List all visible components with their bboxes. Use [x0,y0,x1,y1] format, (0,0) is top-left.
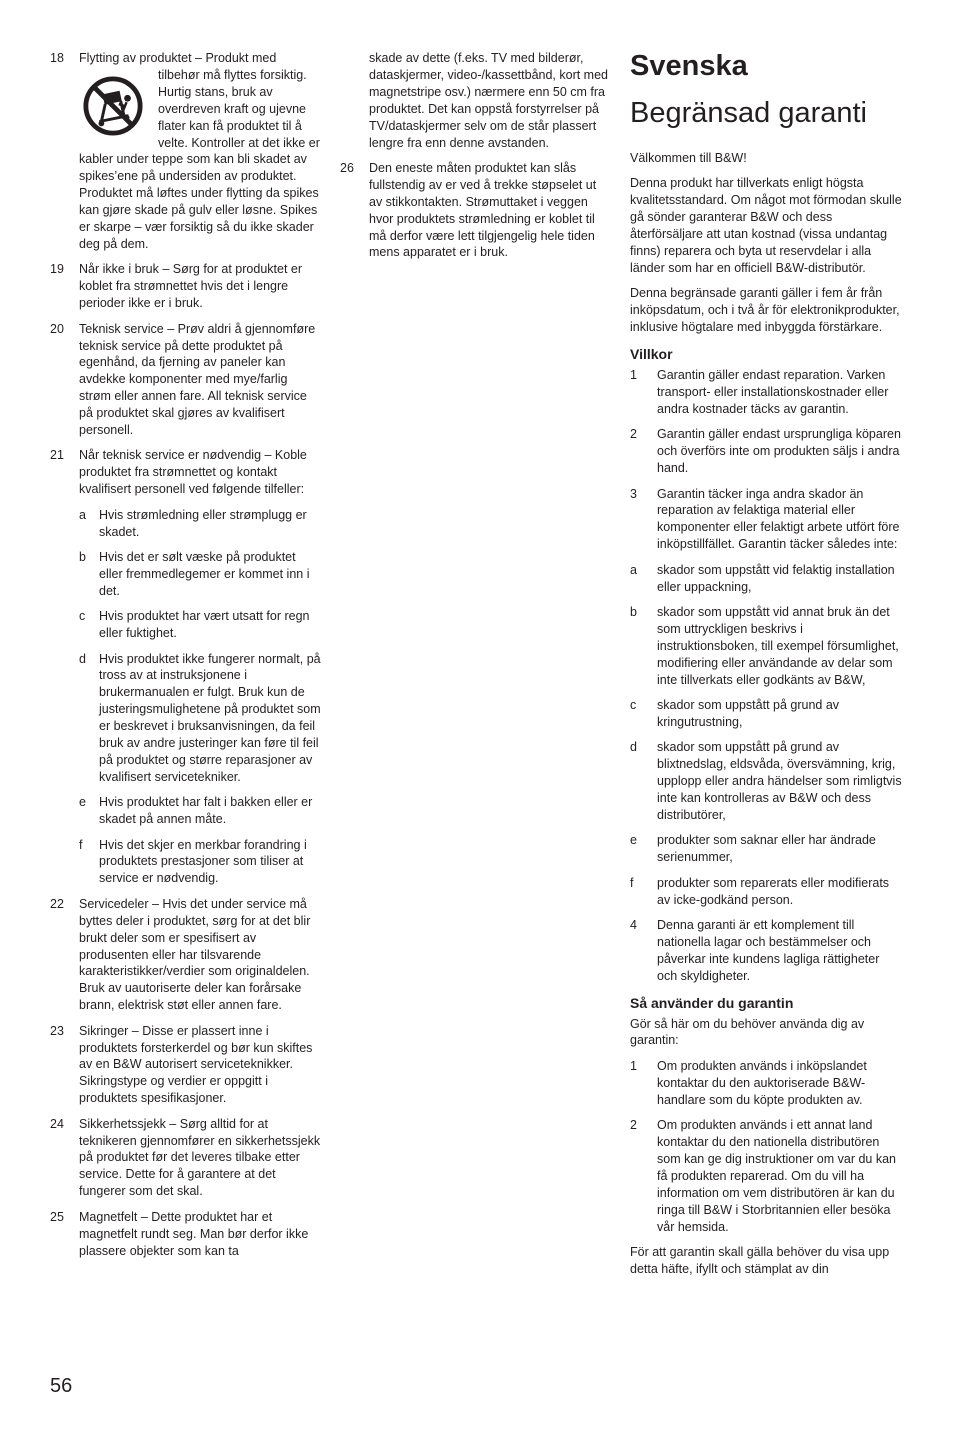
subitem-letter: d [630,740,637,755]
item-18-first-line: Flytting av produktet – Produkt med [79,51,277,65]
safety-item [50,261,322,312]
language-heading: Svenska [630,50,748,82]
closing-paragraph: För att garantin skall gälla behöver du visa upp detta häfte, ifyllt och stämplat av din [630,1244,890,1276]
item-text: Om produkten används i ett annat land kontaktar du den nationella distributören som kan ge dig instruktioner om var du kan få produkten reparerad. Om du vill ha information om vem distributören är kan du ringa till B&W i Storbritannien eller besöka vår hemsida. [657,1118,897,1234]
subitem-letter: f [630,875,634,890]
subitem-text: Hvis produktet ikke fungerer normalt, på tross av at instruksjonene i brukermanualen er fulgt. Bruk kun de justeringsmulighetene på produktet som er beskrevet i bruksanvisningen, da feil bruk av andre justeringer kan føre til feil på produktet og større reparasjoner av kvalifisert servicetekniker. [99,651,321,784]
safety-subitem [79,549,322,600]
safety-subitem [79,608,322,642]
subitem-letter: f [79,837,83,852]
subitem-text: Hvis produktet har falt i bakken eller er skadet på annen måte. [99,795,313,827]
item-text: skade av dette (f.eks. TV med bilderør, dataskjermer, video-/kassettbånd, kort med magnetstripe osv.) nærmere enn 50 cm fra produktet. Det kan oppstå forstyrrelser på TV/dataskjermer selv om de står plassert lengre fra enn denne avstanden. [369,51,609,150]
item-text: Garantin gäller endast ursprungliga köparen och överförs inte om produkten säljs i andra hand. [657,427,901,476]
item-number: 23 [50,1023,64,1038]
item-text: Sikkerhetssjekk – Sørg alltid for at teknikeren gjennomfører en sikkerhetssjekk på produktet før det leveres tilbake etter service. Dette for å garantere at det fungerer som det skal. [79,1116,321,1199]
usage-item [630,1058,902,1109]
item-text: Garantin gäller endast reparation. Varken transport- eller installationskostnader eller andra kostnader täcks av garantin. [657,368,889,416]
norwegian-column-2 [340,50,610,270]
safety-item [50,447,322,498]
subitem-letter: b [630,604,637,619]
condition-subitem [630,604,902,689]
item-number: 1 [630,1058,637,1073]
item-text: Når ikke i bruk – Sørg for at produktet er koblet fra strømnettet hvis det i lengre perioder ikke er i bruk. [79,262,303,311]
subitem-letter: c [79,609,86,624]
subitem-text: skador som uppstått vid annat bruk än det som uttryckligen beskrivs i instruktionsboken, till exempel försumlighet, modifiering eller användande av delar som inte tillverkats eller godkänts av B&W, [657,604,899,687]
subitem-text: skador som uppstått vid felaktig installation eller uppackning, [657,562,895,594]
item-number: 18 [50,51,64,65]
safety-subitem [79,507,322,541]
safety-item [50,1209,322,1260]
condition-subitem [630,832,902,866]
section-heading-usage: Så använder du garantin [630,994,794,1011]
condition-item [630,367,902,418]
subitem-letter: b [79,549,86,564]
item-text: Servicedeler – Hvis det under service må byttes deler i produktet, sørg for at det blir brukt deler som er spesifisert av produsenten eller har tilsvarende karakteristikker/verdier som originaldelen. Bruk av uautoriserte deler kan forårsake brann, elektrisk støt eller annen fare. [79,896,311,1013]
condition-item [630,426,902,477]
subitem-text: Hvis produktet har vært utsatt for regn eller fuktighet. [99,609,310,641]
subitem-letter: a [630,562,637,577]
subitem-letter: c [630,697,637,712]
subitem-text: skador som uppstått på grund av blixtnedslag, eldsvåda, översvämning, krig, upplopp eller andra händelser som rimligtvis inte kan kontrolleras av B&W och dess distributörer, [657,740,902,822]
subitem-text: Hvis det skjer en merkbar forandring i produktets prestasjoner som tiliser at service er nødvendig. [99,837,307,886]
usage-intro: Gör så här om du behöver använda dig av garantin: [630,1016,865,1048]
subitem-text: skador som uppstått på grund av kringutrustning, [657,697,840,729]
item-number: 26 [340,160,354,175]
subitem-letter: e [79,795,86,810]
section-heading-villkor: Villkor [630,346,673,363]
condition-item [630,486,902,554]
item-number: 22 [50,896,64,911]
item-number: 19 [50,262,64,277]
safety-item [50,1023,322,1108]
safety-subitem [79,837,322,888]
safety-item-18 [50,50,322,253]
item-number: 25 [50,1209,64,1224]
intro-paragraph: Denna produkt har tillverkats enligt högsta kvalitetsstandard. Om något mot förmodan skulle gå sönder garanterar B&W och dess återförsäljare att utan kostnad (vissa undantag finns) reparera och byta ut reservdelar i alla länder som har en officiell B&W-distributör. [630,176,902,275]
item-text: Garantin täcker inga andra skador än reparation av felaktiga material eller komponenter eller felaktigt arbete utfört före inköpstillfället. Garantin täcker således inte: [657,486,900,552]
usage-item [630,1117,902,1235]
item-number: 2 [630,427,637,442]
safety-item [50,1116,322,1201]
item-text: Magnetfelt – Dette produktet har et magnetfelt rundt seg. Man bør derfor ikke plassere objekter som kan ta [79,1209,309,1258]
item-text: Teknisk service – Prøv aldri å gjennomføre teknisk service på dette produktet på egenhånd, da fjerning av paneler kan avdekke komponenter med mye/farlig strøm eller annen fare. All teknisk service på produktet skal gjøres av kvalifisert personell. [79,321,316,438]
safety-subitem [79,651,322,786]
item-number: 21 [50,448,64,463]
cart-tip-over-warning-icon [82,75,144,137]
item-number: 2 [630,1118,637,1133]
subitem-letter: d [79,651,86,666]
condition-subitem [630,739,902,824]
item-number: 3 [630,486,637,501]
page-number: 56 [50,1375,73,1397]
condition-subitem [630,562,902,596]
safety-item [50,896,322,1014]
item-text: Denna garanti är ett komplement till nationella lagar och bestämmelser och påverkar inte kundens lagliga rättigheter och skyldigheter. [657,917,880,983]
condition-item [630,917,902,985]
item-text: Når teknisk service er nødvendig – Koble produktet fra strømnettet og kontakt kvalifisert personell ved følgende tilfeller: [79,448,307,497]
item-text: Sikringer – Disse er plassert inne i produktets forsterkerdel og bør kun skiftes av en B&W autorisert serviceteknikker. Sikringstype og verdier er oppgitt i produktets spesifikasjoner. [79,1023,313,1106]
item-18-text: tilbehør må flyttes forsiktig. Hurtig stans, bruk av overdreven kraft og ujevne flater kan få produktet til å velte. Kontroller at det ikke er kabler under teppe som kan bli skadet av spikes’ene på undersiden av produktet. Produktet må løftes under flytting da spikes kan gjøre skade på gulv eller løsne. Spikes er skarpe – vær forsiktig så du ikke skader deg på dem. [79,67,320,251]
condition-subitem [630,697,902,731]
item-text: Den eneste måten produktet kan slås fullstendig av er ved å trekke støpselet ut av stikkontakten. Strømuttaket i veggen hvor produktets strømledning er koblet til må derfor være lett tilgjengelig hele tiden mens apparatet er i bruk. [369,160,597,260]
safety-subitem [79,794,322,828]
subitem-text: Hvis strømledning eller strømplugg er skadet. [99,507,307,539]
subitem-letter: a [79,507,86,522]
safety-item-25-continuation [340,50,610,151]
subitem-text: Hvis det er sølt væske på produktet eller fremmedlegemer er kommet inn i det. [99,549,310,598]
subitem-letter: e [630,833,637,848]
subitem-text: produkter som saknar eller har ändrade serienummer, [657,833,876,865]
safety-item [340,160,610,261]
item-text: Om produkten används i inköpslandet kontaktar du den auktoriserade B&W-handlare som du köpte produkten av. [657,1058,867,1107]
page-title: Begränsad garanti [630,97,867,129]
subitem-text: produkter som reparerats eller modifierats av icke-godkänd person. [657,875,890,907]
safety-item [50,321,322,439]
welcome-text: Välkommen till B&W! [630,151,747,165]
condition-subitem [630,875,902,909]
item-number: 24 [50,1116,64,1131]
norwegian-column-1 [50,50,322,1268]
item-number: 4 [630,917,637,932]
item-number: 20 [50,321,64,336]
item-number: 1 [630,368,637,383]
intro-paragraph: Denna begränsade garanti gäller i fem år från inköpsdatum, och i två år för elektronikprodukter, inklusive högtalare med inbyggda förstärkare. [630,286,900,335]
swedish-column [630,50,902,1286]
